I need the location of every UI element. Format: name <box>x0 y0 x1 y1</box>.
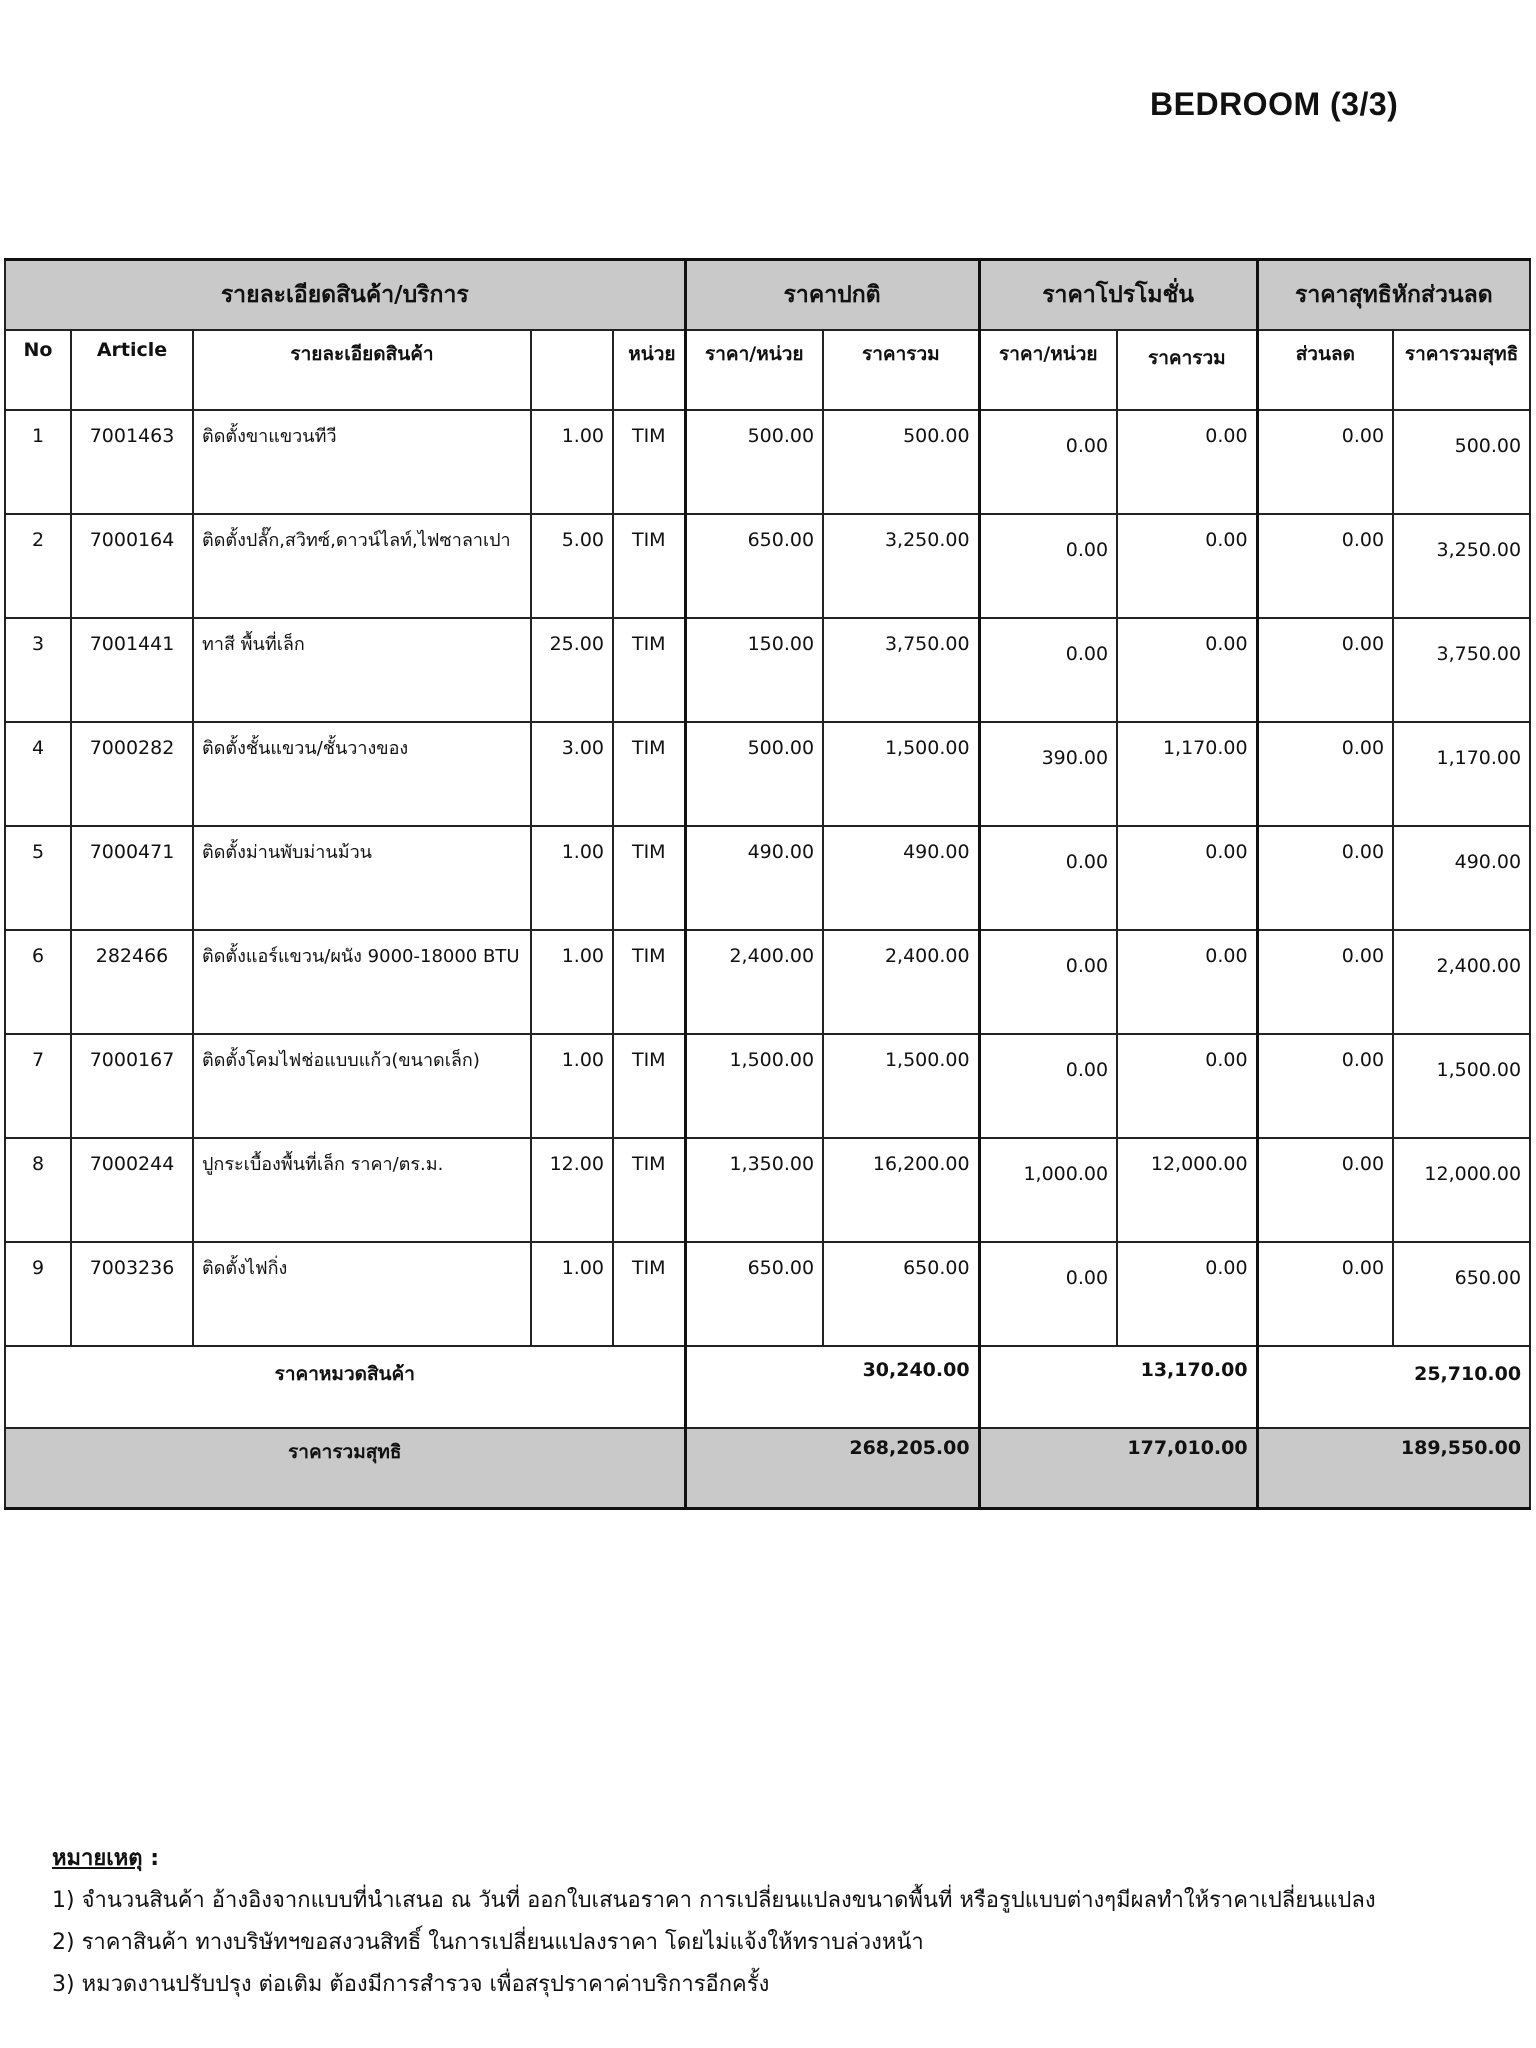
subtotal-net: 25,710.00 <box>1257 1346 1530 1428</box>
col-header-no: No <box>5 330 71 410</box>
table-row <box>5 1034 1530 1138</box>
notes-colon: : <box>142 1846 160 1871</box>
item-article: 7001441 <box>71 618 193 722</box>
item-unit: TIM <box>613 1242 685 1346</box>
group-header-normal-price: ราคาปกติ <box>685 260 979 331</box>
item-discount: 0.00 <box>1257 826 1393 930</box>
item-discount: 0.00 <box>1257 410 1393 514</box>
notes-section <box>52 1838 1512 2006</box>
item-normal-total: 3,750.00 <box>823 618 979 722</box>
item-promo-unit-price: 390.00 <box>979 722 1117 826</box>
col-header-promo-total: ราคารวม <box>1117 330 1257 410</box>
table-row <box>5 410 1530 514</box>
item-promo-unit-price: 0.00 <box>979 410 1117 514</box>
page-title: BEDROOM (3/3) <box>1150 86 1399 122</box>
subtotal-row <box>5 1346 1530 1428</box>
item-promo-total: 0.00 <box>1117 514 1257 618</box>
item-qty: 1.00 <box>531 930 613 1034</box>
notes-title: หมายเหตุ <box>52 1846 143 1871</box>
item-article: 282466 <box>71 930 193 1034</box>
item-discount: 0.00 <box>1257 930 1393 1034</box>
col-header-promo-unit-price: ราคา/หน่วย <box>979 330 1117 410</box>
item-promo-unit-price: 0.00 <box>979 826 1117 930</box>
grand-total-row <box>5 1428 1530 1509</box>
item-net-total: 1,170.00 <box>1393 722 1530 826</box>
item-promo-unit-price: 0.00 <box>979 930 1117 1034</box>
item-promo-total: 0.00 <box>1117 410 1257 514</box>
item-promo-total: 0.00 <box>1117 1034 1257 1138</box>
item-qty: 1.00 <box>531 410 613 514</box>
item-article: 7000282 <box>71 722 193 826</box>
item-qty: 1.00 <box>531 1034 613 1138</box>
item-description: ติดตั้งปลั๊ก,สวิทซ์,ดาวน์ไลท์,ไฟซาลาเปา <box>193 514 531 618</box>
item-qty: 25.00 <box>531 618 613 722</box>
group-header-details: รายละเอียดสินค้า/บริการ <box>5 260 685 331</box>
note-line: 3) หมวดงานปรับปรุง ต่อเติม ต้องมีการสำรวจ เพื่อสรุปราคาค่าบริการอีกครั้ง <box>52 1972 770 1997</box>
subtotal-normal: 30,240.00 <box>685 1346 979 1428</box>
group-header-row <box>5 260 1530 331</box>
table-row <box>5 1242 1530 1346</box>
item-promo-unit-price: 0.00 <box>979 1242 1117 1346</box>
column-header-row <box>5 330 1530 410</box>
col-header-description: รายละเอียดสินค้า <box>193 330 531 410</box>
note-line: 1) จำนวนสินค้า อ้างอิงจากแบบที่นำเสนอ ณ วันที่ ออกใบเสนอราคา การเปลี่ยนแปลงขนาดพื้นที่ หรือรูปแบบต่างๆมีผลทำให้ราคาเปลี่ยนแปลง <box>52 1888 1376 1913</box>
item-promo-total: 0.00 <box>1117 1242 1257 1346</box>
grand-total-net: 189,550.00 <box>1257 1428 1530 1509</box>
item-no: 3 <box>5 618 71 722</box>
item-promo-total: 0.00 <box>1117 618 1257 722</box>
item-normal-unit-price: 500.00 <box>685 722 823 826</box>
item-qty: 1.00 <box>531 1242 613 1346</box>
item-description: ติดตั้งไฟกิ่ง <box>193 1242 531 1346</box>
item-unit: TIM <box>613 410 685 514</box>
item-discount: 0.00 <box>1257 1138 1393 1242</box>
item-discount: 0.00 <box>1257 618 1393 722</box>
item-normal-total: 490.00 <box>823 826 979 930</box>
item-unit: TIM <box>613 722 685 826</box>
item-normal-unit-price: 1,500.00 <box>685 1034 823 1138</box>
item-normal-total: 1,500.00 <box>823 722 979 826</box>
table-row <box>5 930 1530 1034</box>
item-promo-total: 0.00 <box>1117 930 1257 1034</box>
item-net-total: 12,000.00 <box>1393 1138 1530 1242</box>
item-unit: TIM <box>613 1138 685 1242</box>
item-net-total: 650.00 <box>1393 1242 1530 1346</box>
item-description: ทาสี พื้นที่เล็ก <box>193 618 531 722</box>
item-article: 7000164 <box>71 514 193 618</box>
item-promo-total: 0.00 <box>1117 826 1257 930</box>
item-no: 1 <box>5 410 71 514</box>
item-normal-unit-price: 490.00 <box>685 826 823 930</box>
item-net-total: 3,250.00 <box>1393 514 1530 618</box>
item-discount: 0.00 <box>1257 514 1393 618</box>
table-row <box>5 722 1530 826</box>
item-qty: 5.00 <box>531 514 613 618</box>
group-header-promo-price: ราคาโปรโมชั่น <box>979 260 1257 331</box>
col-header-discount: ส่วนลด <box>1257 330 1393 410</box>
item-discount: 0.00 <box>1257 1242 1393 1346</box>
item-normal-total: 500.00 <box>823 410 979 514</box>
item-description: ติดตั้งขาแขวนทีวี <box>193 410 531 514</box>
item-no: 2 <box>5 514 71 618</box>
table-row <box>5 618 1530 722</box>
subtotal-label: ราคาหมวดสินค้า <box>5 1346 685 1428</box>
item-article: 7001463 <box>71 410 193 514</box>
item-normal-total: 2,400.00 <box>823 930 979 1034</box>
item-no: 6 <box>5 930 71 1034</box>
item-promo-unit-price: 1,000.00 <box>979 1138 1117 1242</box>
item-no: 5 <box>5 826 71 930</box>
grand-total-normal: 268,205.00 <box>685 1428 979 1509</box>
item-no: 9 <box>5 1242 71 1346</box>
item-description: ปูกระเบื้องพื้นที่เล็ก ราคา/ตร.ม. <box>193 1138 531 1242</box>
item-unit: TIM <box>613 1034 685 1138</box>
grand-total-label: ราคารวมสุทธิ <box>5 1428 685 1509</box>
item-description: ติดตั้งม่านพับม่านม้วน <box>193 826 531 930</box>
group-header-net-price: ราคาสุทธิหักส่วนลด <box>1257 260 1530 331</box>
table-row <box>5 826 1530 930</box>
col-header-qty <box>531 330 613 410</box>
item-no: 8 <box>5 1138 71 1242</box>
item-no: 4 <box>5 722 71 826</box>
item-unit: TIM <box>613 514 685 618</box>
item-net-total: 500.00 <box>1393 410 1530 514</box>
item-normal-unit-price: 650.00 <box>685 1242 823 1346</box>
col-header-article: Article <box>71 330 193 410</box>
item-article: 7000244 <box>71 1138 193 1242</box>
item-description: ติดตั้งโคมไฟช่อแบบแก้ว(ขนาดเล็ก) <box>193 1034 531 1138</box>
item-promo-unit-price: 0.00 <box>979 618 1117 722</box>
item-normal-unit-price: 150.00 <box>685 618 823 722</box>
item-net-total: 490.00 <box>1393 826 1530 930</box>
item-discount: 0.00 <box>1257 722 1393 826</box>
item-normal-unit-price: 2,400.00 <box>685 930 823 1034</box>
item-description: ติดตั้งชั้นแขวน/ชั้นวางของ <box>193 722 531 826</box>
quotation-table <box>4 258 1531 1510</box>
item-article: 7000167 <box>71 1034 193 1138</box>
grand-total-promo: 177,010.00 <box>979 1428 1257 1509</box>
item-promo-total: 12,000.00 <box>1117 1138 1257 1242</box>
item-no: 7 <box>5 1034 71 1138</box>
item-qty: 1.00 <box>531 826 613 930</box>
col-header-net-total: ราคารวมสุทธิ <box>1393 330 1530 410</box>
item-net-total: 2,400.00 <box>1393 930 1530 1034</box>
item-qty: 3.00 <box>531 722 613 826</box>
col-header-normal-total: ราคารวม <box>823 330 979 410</box>
item-discount: 0.00 <box>1257 1034 1393 1138</box>
item-article: 7003236 <box>71 1242 193 1346</box>
table-row <box>5 514 1530 618</box>
item-promo-total: 1,170.00 <box>1117 722 1257 826</box>
item-normal-unit-price: 650.00 <box>685 514 823 618</box>
item-promo-unit-price: 0.00 <box>979 514 1117 618</box>
col-header-unit: หน่วย <box>613 330 685 410</box>
item-unit: TIM <box>613 930 685 1034</box>
item-normal-unit-price: 500.00 <box>685 410 823 514</box>
item-unit: TIM <box>613 826 685 930</box>
item-net-total: 1,500.00 <box>1393 1034 1530 1138</box>
col-header-normal-unit-price: ราคา/หน่วย <box>685 330 823 410</box>
item-normal-total: 650.00 <box>823 1242 979 1346</box>
item-normal-total: 16,200.00 <box>823 1138 979 1242</box>
item-normal-total: 3,250.00 <box>823 514 979 618</box>
item-normal-total: 1,500.00 <box>823 1034 979 1138</box>
item-article: 7000471 <box>71 826 193 930</box>
item-net-total: 3,750.00 <box>1393 618 1530 722</box>
table-row <box>5 1138 1530 1242</box>
item-promo-unit-price: 0.00 <box>979 1034 1117 1138</box>
item-normal-unit-price: 1,350.00 <box>685 1138 823 1242</box>
subtotal-promo: 13,170.00 <box>979 1346 1257 1428</box>
note-line: 2) ราคาสินค้า ทางบริษัทฯขอสงวนสิทธิ์ ในการเปลี่ยนแปลงราคา โดยไม่แจ้งให้ทราบล่วงหน้า <box>52 1930 924 1955</box>
item-unit: TIM <box>613 618 685 722</box>
item-description: ติดตั้งแอร์แขวน/ผนัง 9000-18000 BTU <box>193 930 531 1034</box>
item-qty: 12.00 <box>531 1138 613 1242</box>
